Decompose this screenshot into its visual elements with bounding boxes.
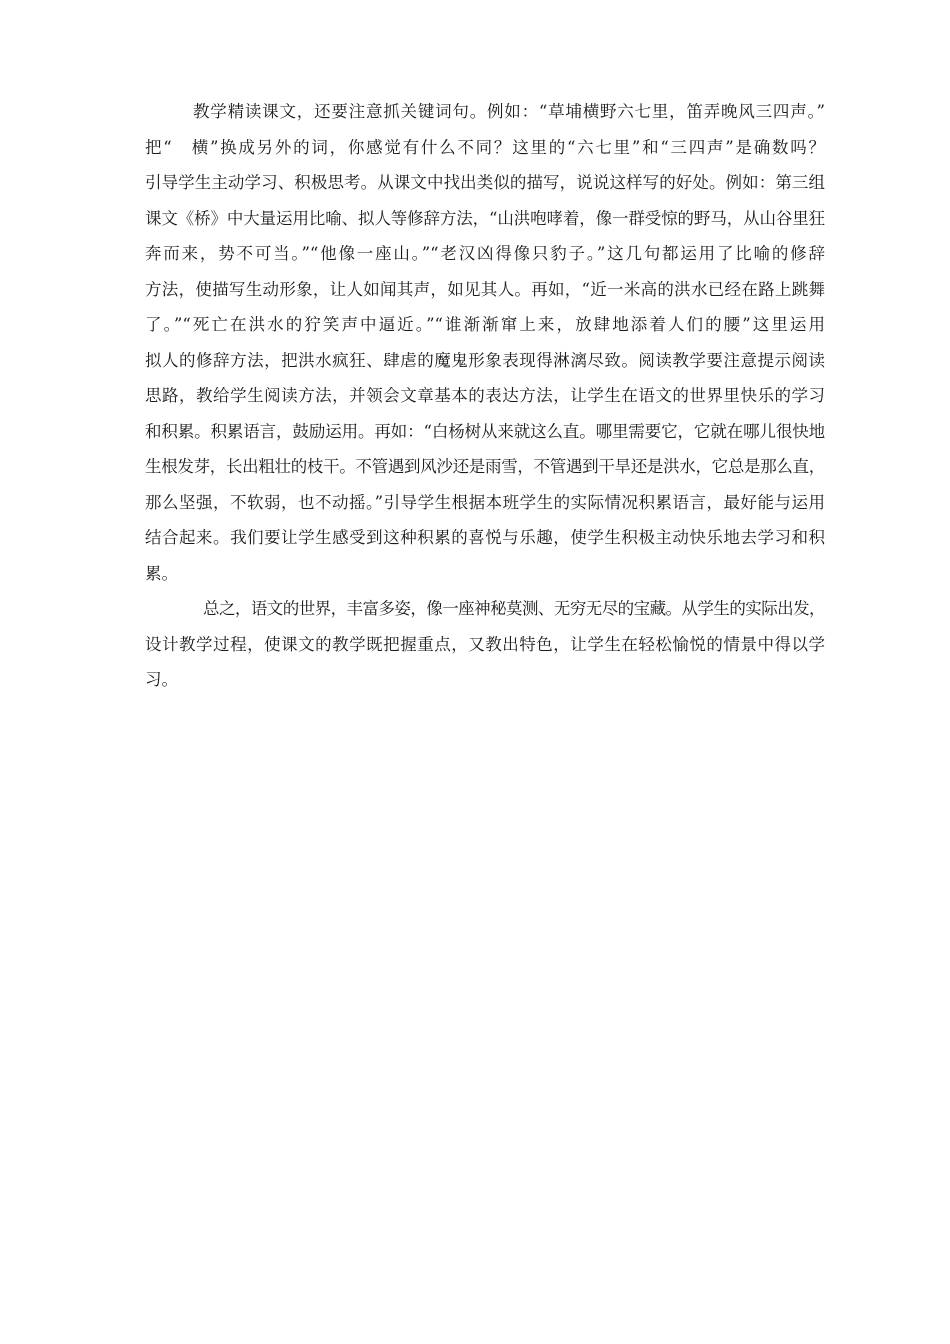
text-line: 和积累。积累语言，鼓励运用。再如：“白杨树从来就这么直。哪里需要它，它就在哪儿很快地 [145, 421, 825, 441]
text-line: 课文《桥》中大量运用比喻、拟人等修辞方法，“山洪咆哮着，像一群受惊的野马，从山谷里狂 [145, 208, 825, 228]
text-line: 累。 [145, 563, 178, 583]
text-line: 了。”“死亡在洪水的狞笑声中逼近。”“谁渐渐窜上来，放肆地添着人们的腰”这里运用 [145, 315, 825, 334]
text-line: 把“ 横”换成另外的词，你感觉有什么不同？这里的“六七里”和“三四声”是确数吗？ [145, 137, 825, 157]
text-line: 结合起来。我们要让学生感受到这种积累的喜悦与乐趣，使学生积极主动快乐地去学习和积 [145, 528, 825, 547]
text-line: 思路，教给学生阅读方法，并领会文章基本的表达方法，让学生在语文的世界里快乐的学习 [145, 386, 825, 405]
paragraph-1 [145, 94, 825, 591]
document-body [145, 94, 825, 698]
text-line: 设计教学过程，使课文的教学既把握重点，又教出特色，让学生在轻松愉悦的情景中得以学 [145, 634, 825, 654]
text-line: 生根发芽，长出粗壮的枝干。不管遇到风沙还是雨雪，不管遇到干旱还是洪水，它总是那么直， [145, 457, 825, 476]
text-line: 方法，使描写生动形象，让人如闻其声，如见其人。再如，“近一米高的洪水已经在路上跳舞 [145, 279, 825, 299]
text-line: 总之，语文的世界，丰富多姿，像一座神秘莫测、无穷无尽的宝藏。从学生的实际出发， [203, 599, 826, 618]
text-line: 教学精读课文，还要注意抓关键词句。例如：“草埔横野六七里，笛弄晚风三四声。” [193, 102, 825, 121]
text-line: 引导学生主动学习、积极思考。从课文中找出类似的描写，说说这样写的好处。例如：第三组 [145, 173, 825, 192]
text-line: 拟人的修辞方法，把洪水疯狂、肆虐的魔鬼形象表现得淋漓尽致。阅读教学要注意提示阅读 [145, 350, 825, 370]
text-line: 那么坚强，不软弱，也不动摇。”引导学生根据本班学生的实际情况积累语言，最好能与运用 [145, 492, 825, 512]
text-line: 奔而来，势不可当。”“他像一座山。”“老汉凶得像只豹子。”这几句都运用了比喻的修辞 [145, 244, 825, 263]
text-line: 习。 [145, 670, 178, 689]
paragraph-2 [145, 591, 825, 698]
